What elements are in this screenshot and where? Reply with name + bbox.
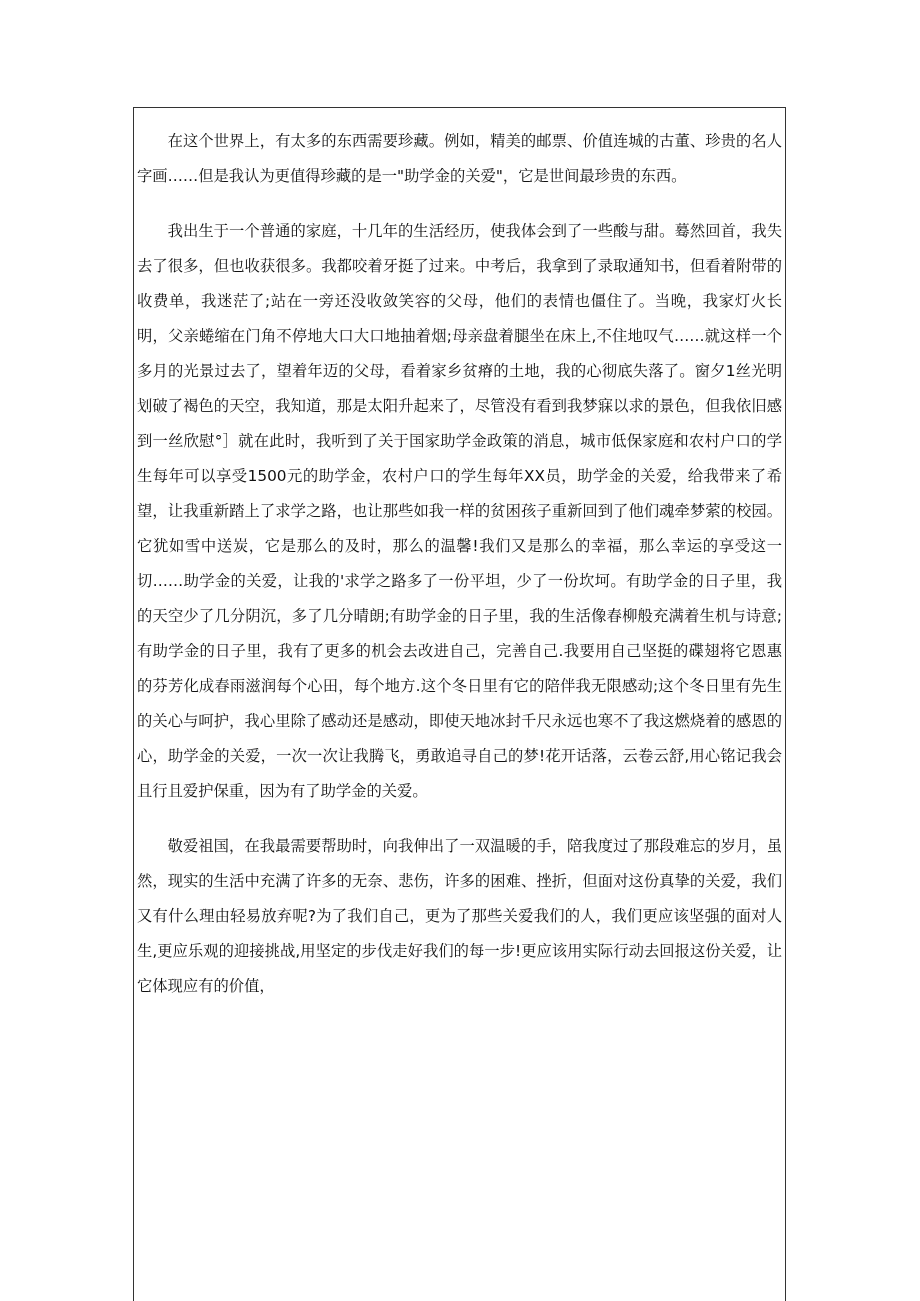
paragraph-intro: 在这个世界上，有太多的东西需要珍藏。例如，精美的邮票、价值连城的古董、珍贵的名人字画……但是我认为更值得珍藏的是一"助学金的关爱"，它是世间最珍贵的东西。 [137,132,782,185]
paragraph-gratitude: 敬爱祖国，在我最需要帮助时，向我伸出了一双温暖的手，陪我度过了那段难忘的岁月，虽然，现实的生活中充满了许多的无奈、悲伤，许多的困难、挫折，但面对这份真挚的关爱，我们又有什么理由轻易放弃呢?为了我们自己，更为了那些关爱我们的人，我们更应该坚强的面对人生,更应乐观的迎接挑战,用坚定的步伐走好我们的每一步!更应该用实际行动去回报这份关爱，让它体现应有的价值， [137,837,782,995]
document-page [133,107,786,1301]
paragraph-story: 我出生于一个普通的家庭，十几年的生活经历，使我体会到了一些酸与甜。蓦然回首，我失去了很多，但也收获很多。我都咬着牙挺了过来。中考后，我拿到了录取通知书，但看着附带的收费单，我迷茫了;站在一旁还没收敛笑容的父母，他们的表情也僵住了。当晚，我家灯火长明，父亲蜷缩在门角不停地大口大口地抽着烟;母亲盘着腿坐在床上,不住地叹气……就这样一个多月的光景过去了，望着年迈的父母，看着家乡贫瘠的土地，我的心彻底失落了。窗夕1丝光明划破了褐色的天空，我知道，那是太阳升起来了，尽管没有看到我梦寐以求的景色，但我依旧感到一丝欣慰°］就在此时，我听到了关于国家助学金政策的消息，城市低保家庭和农村户口的学生每年可以享受1500元的助学金，农村户口的学生每年XX员，助学金的关爱，给我带来了希望，让我重新踏上了求学之路，也让那些如我一样的贫困孩子重新回到了他们魂牵梦萦的校园。它犹如雪中送炭，它是那么的及时，那么的温馨!我们又是那么的幸福，那么幸运的享受这一切……助学金的关爱，让我的'求学之路多了一份平坦，少了一份坎坷。有助学金的日子里，我的天空少了几分阴沉，多了几分晴朗;有助学金的日子里，我的生活像春柳般充满着生机与诗意;有助学金的日子里，我有了更多的机会去改进自己，完善自己.我要用自己坚挺的碟翅将它恩惠的芬芳化成春雨滋润每个心田，每个地方.这个冬日里有它的陪伴我无限感动;这个冬日里有先生的关心与呵护，我心里除了感动还是感动，即使天地冰封千尺永远也寒不了我这燃烧着的感恩的心，助学金的关爱，一次一次让我腾飞，勇敢追寻自己的梦!花开话落，云卷云舒,用心铭记我会且行且爱护保重，因为有了助学金的关爱。 [137,222,782,800]
document-body [137,124,782,1024]
